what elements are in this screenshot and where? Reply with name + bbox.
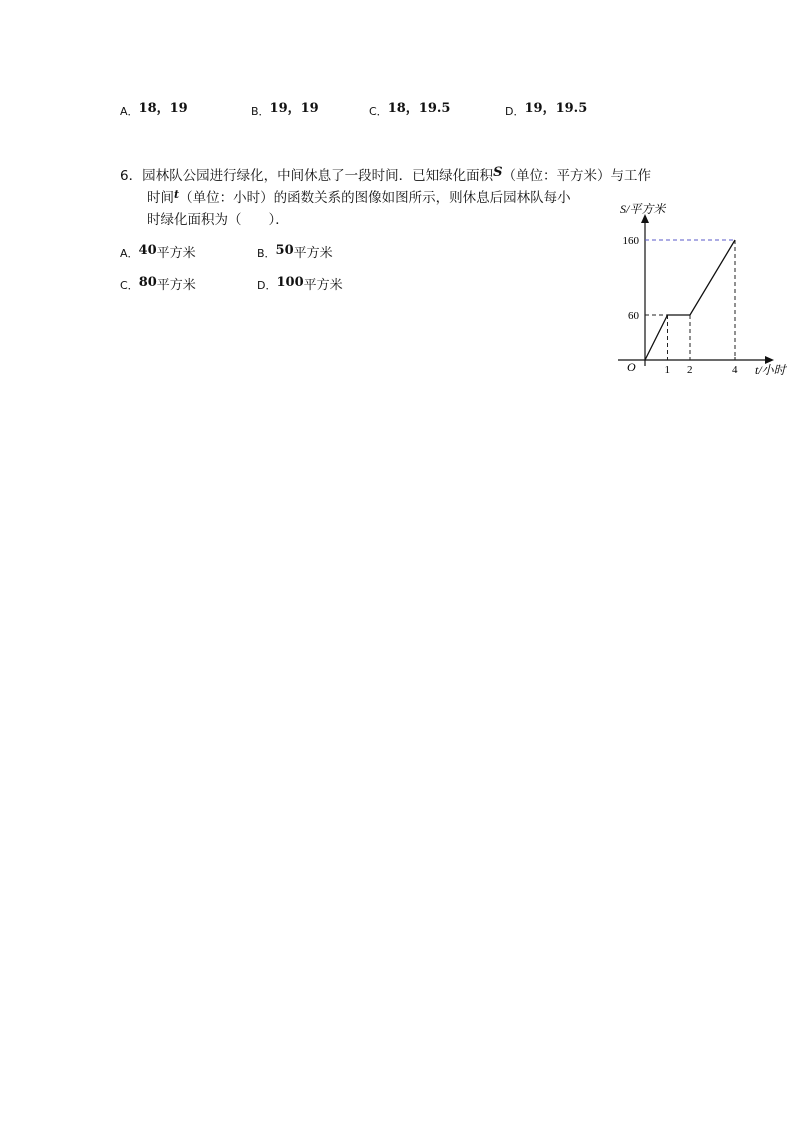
option-letter: A．	[120, 105, 139, 118]
option-unit: 平方米	[156, 246, 196, 261]
x-tick-label: 4	[732, 364, 738, 376]
q6-option-c	[120, 274, 196, 293]
y-tick-label: 60	[628, 310, 639, 322]
option-value: 19，19	[269, 101, 319, 116]
option-value: 50	[275, 243, 294, 258]
q6-option-b	[257, 242, 333, 261]
option-letter: B．	[257, 247, 276, 260]
x-tick-label: 1	[664, 364, 670, 376]
option-value: 18，19	[138, 101, 188, 116]
option-letter: D．	[257, 279, 277, 292]
y-axis-label: S/平方米	[620, 202, 666, 216]
option-value: 100	[276, 275, 304, 290]
option-letter: B．	[251, 105, 270, 118]
q6-line-1	[120, 165, 651, 188]
q6-text: 时绿化面积为（ ）．	[147, 212, 289, 228]
option-letter: C．	[120, 279, 139, 292]
option-unit: 平方米	[303, 278, 343, 293]
question-number: 6．	[120, 168, 143, 184]
q6-text: 园林队公园进行绿化，中间休息了一段时间．已知绿化面积	[142, 168, 494, 184]
option-unit: 平方米	[156, 278, 196, 293]
q6-option-a	[120, 242, 196, 261]
x-axis-label: t/小时	[755, 363, 786, 377]
variable-s: S	[493, 165, 503, 180]
q5-option-d	[505, 100, 587, 119]
area-time-graph	[610, 196, 792, 382]
option-value: 18，19.5	[387, 101, 451, 116]
q6-text: （单位：平方米）与工作	[502, 168, 651, 184]
q6-option-d	[257, 274, 343, 293]
q6-text: （单位：小时）的函数关系的图像如图所示，则休息后园林队每小	[179, 190, 571, 206]
origin-label: O	[627, 360, 636, 374]
q5-option-c	[369, 100, 450, 119]
option-value: 19，19.5	[524, 101, 588, 116]
series-line	[645, 240, 735, 360]
q6-line-2	[147, 187, 571, 210]
option-unit: 平方米	[293, 246, 333, 261]
q6-text: 时间	[147, 190, 174, 206]
x-tick-label: 2	[687, 364, 693, 376]
y-tick-label: 160	[622, 235, 639, 247]
option-letter: D．	[505, 105, 525, 118]
option-value: 80	[138, 275, 157, 290]
variable-t: t	[174, 188, 180, 201]
option-letter: A．	[120, 247, 139, 260]
q5-option-b	[251, 100, 319, 119]
q5-option-a	[120, 100, 188, 119]
option-value: 40	[138, 243, 157, 258]
q6-line-3	[147, 209, 289, 231]
option-letter: C．	[369, 105, 388, 118]
